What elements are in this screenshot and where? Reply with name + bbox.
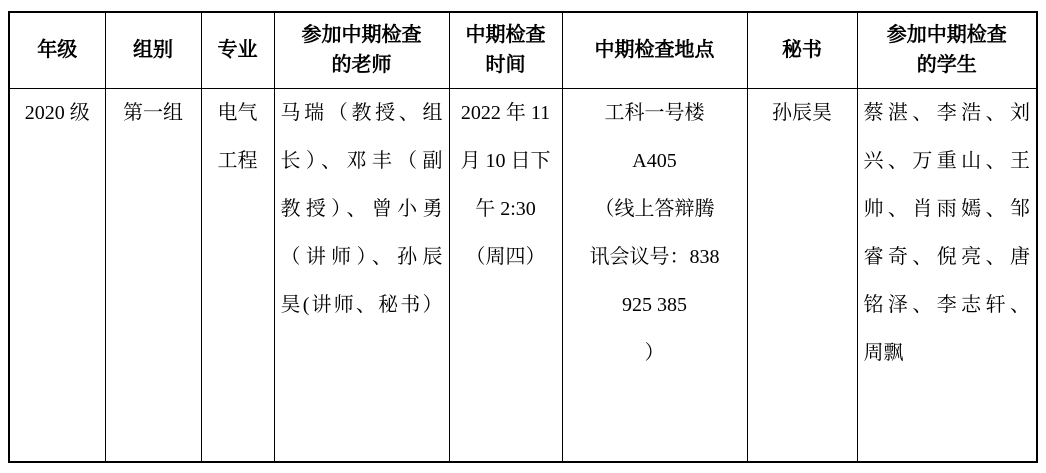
header-major xyxy=(201,12,274,88)
text-line: 参加中期检查 xyxy=(886,24,1007,47)
text-line: 睿奇、倪亮、唐 xyxy=(863,245,1030,268)
text-line: （讲师）、孙辰 xyxy=(280,245,443,268)
cell-grade xyxy=(9,88,105,462)
header-students xyxy=(857,12,1037,88)
header-secretary xyxy=(747,12,857,88)
text-line: 组别 xyxy=(133,39,173,62)
text-line: 年级 xyxy=(37,39,78,62)
cell-group xyxy=(105,88,201,462)
text-line: 2020 级 xyxy=(24,101,90,124)
text-line: 925 385 xyxy=(622,293,687,316)
text-line: 的老师 xyxy=(331,54,392,77)
header-teachers xyxy=(274,12,449,88)
header-location xyxy=(562,12,747,88)
text-line: 参加中期检查 xyxy=(301,24,422,47)
text-line: （线上答辩腾 xyxy=(594,197,715,220)
header-group xyxy=(105,12,201,88)
text-line: 中期检查 xyxy=(465,24,546,47)
text-line: 专业 xyxy=(217,39,258,62)
text-line: 马瑞（教授、组 xyxy=(280,101,443,124)
text-line: 工程 xyxy=(217,149,258,172)
cell-secretary xyxy=(747,88,857,462)
text-line: 月 10 日下 xyxy=(460,149,551,172)
midterm-review-table xyxy=(8,11,1038,463)
text-line: 的学生 xyxy=(916,54,977,77)
text-line: 时间 xyxy=(485,54,526,77)
cell-teachers xyxy=(274,88,449,462)
text-line: 兴、万重山、王 xyxy=(863,149,1030,172)
header-time xyxy=(449,12,562,88)
table-header-row xyxy=(9,12,1037,88)
cell-time xyxy=(449,88,562,462)
text-line: 铭泽、李志轩、 xyxy=(863,293,1030,316)
cell-location xyxy=(562,88,747,462)
text-line: 电气 xyxy=(217,101,258,124)
cell-major xyxy=(201,88,274,462)
text-line: 工科一号楼 xyxy=(604,101,705,124)
text-line: 中期检查地点 xyxy=(594,39,715,62)
text-line: 第一组 xyxy=(123,101,183,124)
text-line: 昊(讲师、秘书） xyxy=(280,293,443,316)
text-line: 孙辰昊 xyxy=(772,101,832,124)
cell-students xyxy=(857,88,1037,462)
text-line: 周飘 xyxy=(863,341,904,364)
text-line: 帅、肖雨嫣、邹 xyxy=(863,197,1030,220)
text-line: 2022 年 11 xyxy=(460,101,551,124)
text-line: （周四） xyxy=(465,245,546,268)
text-line: 午 2:30 xyxy=(475,197,536,220)
text-line: 蔡湛、李浩、刘 xyxy=(863,101,1030,124)
text-line: 长）、邓丰（副 xyxy=(280,149,443,172)
table-row xyxy=(9,88,1037,462)
text-line: ） xyxy=(644,341,665,364)
text-line: 秘书 xyxy=(782,39,822,62)
text-line: 讯会议号：838 xyxy=(589,245,720,268)
text-line: 教授）、曾小勇 xyxy=(280,197,443,220)
header-grade xyxy=(9,12,105,88)
text-line: A405 xyxy=(632,149,677,172)
